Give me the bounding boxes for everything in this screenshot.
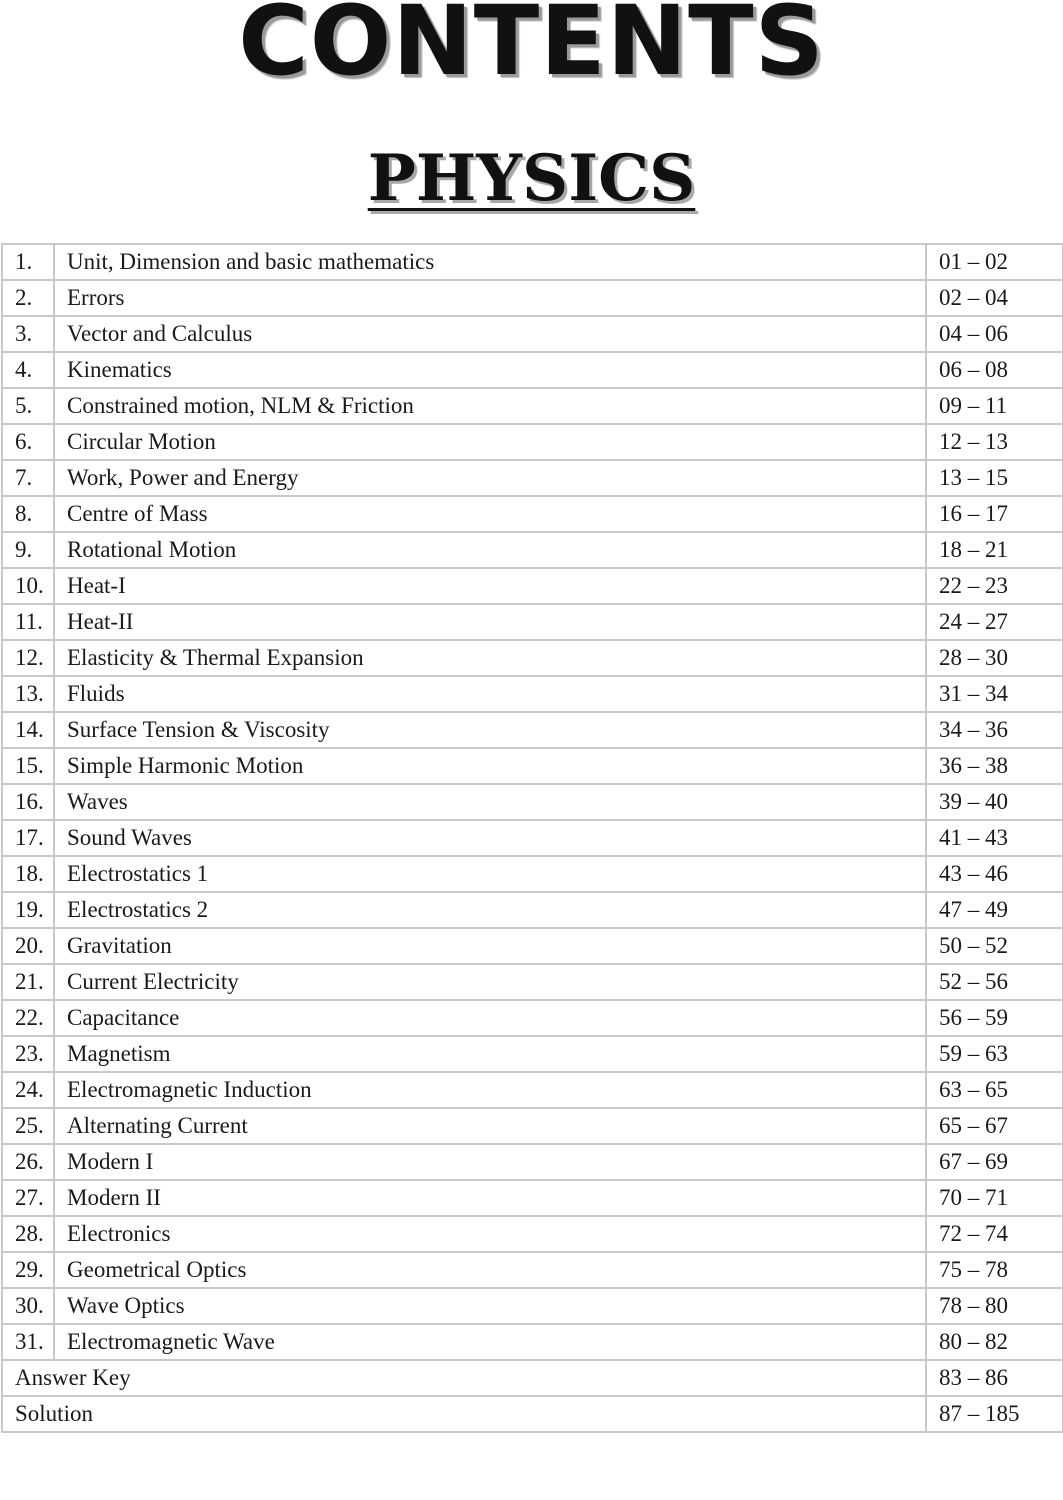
chapter-row[interactable] <box>2 1072 1063 1108</box>
chapter-pages: 59 – 63 <box>926 1036 1063 1072</box>
chapter-row[interactable] <box>2 1180 1063 1216</box>
chapter-row[interactable] <box>2 748 1063 784</box>
chapter-pages: 31 – 34 <box>926 676 1063 712</box>
chapter-title[interactable]: Kinematics <box>54 352 926 388</box>
chapter-pages: 70 – 71 <box>926 1180 1063 1216</box>
chapter-row[interactable] <box>2 604 1063 640</box>
chapter-number: 9. <box>2 532 54 568</box>
chapter-title[interactable]: Elasticity & Thermal Expansion <box>54 640 926 676</box>
chapter-number: 13. <box>2 676 54 712</box>
chapter-pages: 41 – 43 <box>926 820 1063 856</box>
chapter-pages: 72 – 74 <box>926 1216 1063 1252</box>
chapter-row[interactable] <box>2 856 1063 892</box>
chapter-number: 1. <box>2 244 54 280</box>
chapter-pages: 12 – 13 <box>926 424 1063 460</box>
chapter-pages: 22 – 23 <box>926 568 1063 604</box>
chapter-row[interactable] <box>2 820 1063 856</box>
chapter-number: 8. <box>2 496 54 532</box>
chapter-title[interactable]: Vector and Calculus <box>54 316 926 352</box>
chapter-pages: 18 – 21 <box>926 532 1063 568</box>
chapter-number: 15. <box>2 748 54 784</box>
chapter-number: 16. <box>2 784 54 820</box>
chapter-title[interactable]: Electromagnetic Induction <box>54 1072 926 1108</box>
chapter-row[interactable] <box>2 1144 1063 1180</box>
chapter-row[interactable] <box>2 712 1063 748</box>
chapter-pages: 28 – 30 <box>926 640 1063 676</box>
chapter-pages: 16 – 17 <box>926 496 1063 532</box>
subject-heading-text: PHYSICS <box>367 141 696 216</box>
chapter-pages: 36 – 38 <box>926 748 1063 784</box>
chapter-title[interactable]: Heat-I <box>54 568 926 604</box>
chapter-title[interactable]: Circular Motion <box>54 424 926 460</box>
chapter-pages: 47 – 49 <box>926 892 1063 928</box>
appendix-title[interactable]: Solution <box>2 1396 926 1432</box>
chapter-row[interactable] <box>2 1252 1063 1288</box>
chapter-pages: 24 – 27 <box>926 604 1063 640</box>
chapter-number: 30. <box>2 1288 54 1324</box>
chapter-pages: 39 – 40 <box>926 784 1063 820</box>
chapter-number: 14. <box>2 712 54 748</box>
chapter-row[interactable] <box>2 496 1063 532</box>
chapter-number: 22. <box>2 1000 54 1036</box>
chapter-pages: 06 – 08 <box>926 352 1063 388</box>
chapter-number: 25. <box>2 1108 54 1144</box>
subject-heading <box>0 136 1063 236</box>
chapter-row[interactable] <box>2 280 1063 316</box>
chapter-row[interactable] <box>2 640 1063 676</box>
chapter-pages: 78 – 80 <box>926 1288 1063 1324</box>
chapter-title[interactable]: Electrostatics 2 <box>54 892 926 928</box>
chapter-title[interactable]: Magnetism <box>54 1036 926 1072</box>
chapter-row[interactable] <box>2 784 1063 820</box>
chapter-row[interactable] <box>2 568 1063 604</box>
chapter-row[interactable] <box>2 892 1063 928</box>
chapter-title[interactable]: Modern II <box>54 1180 926 1216</box>
page-title: CONTENTS <box>238 0 825 97</box>
chapter-title[interactable]: Geometrical Optics <box>54 1252 926 1288</box>
chapter-row[interactable] <box>2 1324 1063 1360</box>
chapter-title[interactable]: Current Electricity <box>54 964 926 1000</box>
chapter-title[interactable]: Electrostatics 1 <box>54 856 926 892</box>
chapter-row[interactable] <box>2 676 1063 712</box>
chapter-number: 28. <box>2 1216 54 1252</box>
chapter-row[interactable] <box>2 460 1063 496</box>
chapter-row[interactable] <box>2 1036 1063 1072</box>
chapter-title[interactable]: Centre of Mass <box>54 496 926 532</box>
chapter-number: 27. <box>2 1180 54 1216</box>
chapter-pages: 02 – 04 <box>926 280 1063 316</box>
chapter-number: 2. <box>2 280 54 316</box>
chapter-title[interactable]: Constrained motion, NLM & Friction <box>54 388 926 424</box>
chapter-row[interactable] <box>2 388 1063 424</box>
chapter-title[interactable]: Fluids <box>54 676 926 712</box>
chapter-title[interactable]: Wave Optics <box>54 1288 926 1324</box>
chapter-number: 29. <box>2 1252 54 1288</box>
chapter-number: 20. <box>2 928 54 964</box>
chapter-pages: 13 – 15 <box>926 460 1063 496</box>
chapter-pages: 56 – 59 <box>926 1000 1063 1036</box>
chapter-number: 4. <box>2 352 54 388</box>
chapter-number: 11. <box>2 604 54 640</box>
chapter-row[interactable] <box>2 1108 1063 1144</box>
chapter-pages: 43 – 46 <box>926 856 1063 892</box>
chapter-row[interactable] <box>2 424 1063 460</box>
chapter-pages: 04 – 06 <box>926 316 1063 352</box>
chapter-pages: 80 – 82 <box>926 1324 1063 1360</box>
chapter-row[interactable] <box>2 1216 1063 1252</box>
chapter-pages: 50 – 52 <box>926 928 1063 964</box>
chapter-title[interactable]: Electronics <box>54 1216 926 1252</box>
chapter-row[interactable] <box>2 928 1063 964</box>
solution-row[interactable] <box>2 1396 1063 1432</box>
chapter-pages: 52 – 56 <box>926 964 1063 1000</box>
contents-table-body <box>2 244 1063 1432</box>
chapter-row[interactable] <box>2 244 1063 280</box>
chapter-number: 24. <box>2 1072 54 1108</box>
chapter-title[interactable]: Errors <box>54 280 926 316</box>
chapter-row[interactable] <box>2 352 1063 388</box>
chapter-title[interactable]: Modern I <box>54 1144 926 1180</box>
chapter-title[interactable]: Surface Tension & Viscosity <box>54 712 926 748</box>
chapter-row[interactable] <box>2 1000 1063 1036</box>
chapter-title[interactable]: Work, Power and Energy <box>54 460 926 496</box>
chapter-pages: 01 – 02 <box>926 244 1063 280</box>
chapter-title[interactable]: Simple Harmonic Motion <box>54 748 926 784</box>
chapter-number: 12. <box>2 640 54 676</box>
chapter-title[interactable]: Gravitation <box>54 928 926 964</box>
chapter-number: 10. <box>2 568 54 604</box>
chapter-number: 31. <box>2 1324 54 1360</box>
chapter-number: 5. <box>2 388 54 424</box>
chapter-pages: 75 – 78 <box>926 1252 1063 1288</box>
appendix-pages: 83 – 86 <box>926 1360 1063 1396</box>
contents-table <box>1 243 1063 1433</box>
chapter-number: 23. <box>2 1036 54 1072</box>
answer-key-row[interactable] <box>2 1360 1063 1396</box>
chapter-title[interactable]: Capacitance <box>54 1000 926 1036</box>
chapter-title[interactable]: Unit, Dimension and basic mathematics <box>54 244 926 280</box>
chapter-title[interactable]: Electromagnetic Wave <box>54 1324 926 1360</box>
chapter-pages: 09 – 11 <box>926 388 1063 424</box>
chapter-number: 6. <box>2 424 54 460</box>
chapter-title[interactable]: Alternating Current <box>54 1108 926 1144</box>
chapter-row[interactable] <box>2 1288 1063 1324</box>
chapter-title[interactable]: Sound Waves <box>54 820 926 856</box>
chapter-row[interactable] <box>2 964 1063 1000</box>
chapter-number: 26. <box>2 1144 54 1180</box>
chapter-number: 19. <box>2 892 54 928</box>
chapter-pages: 67 – 69 <box>926 1144 1063 1180</box>
chapter-row[interactable] <box>2 532 1063 568</box>
chapter-number: 7. <box>2 460 54 496</box>
chapter-title[interactable]: Heat-II <box>54 604 926 640</box>
chapter-pages: 63 – 65 <box>926 1072 1063 1108</box>
chapter-number: 3. <box>2 316 54 352</box>
appendix-title[interactable]: Answer Key <box>2 1360 926 1396</box>
chapter-title[interactable]: Waves <box>54 784 926 820</box>
chapter-number: 17. <box>2 820 54 856</box>
chapter-number: 21. <box>2 964 54 1000</box>
chapter-number: 18. <box>2 856 54 892</box>
chapter-row[interactable] <box>2 316 1063 352</box>
chapter-pages: 34 – 36 <box>926 712 1063 748</box>
appendix-pages: 87 – 185 <box>926 1396 1063 1432</box>
chapter-pages: 65 – 67 <box>926 1108 1063 1144</box>
chapter-title[interactable]: Rotational Motion <box>54 532 926 568</box>
